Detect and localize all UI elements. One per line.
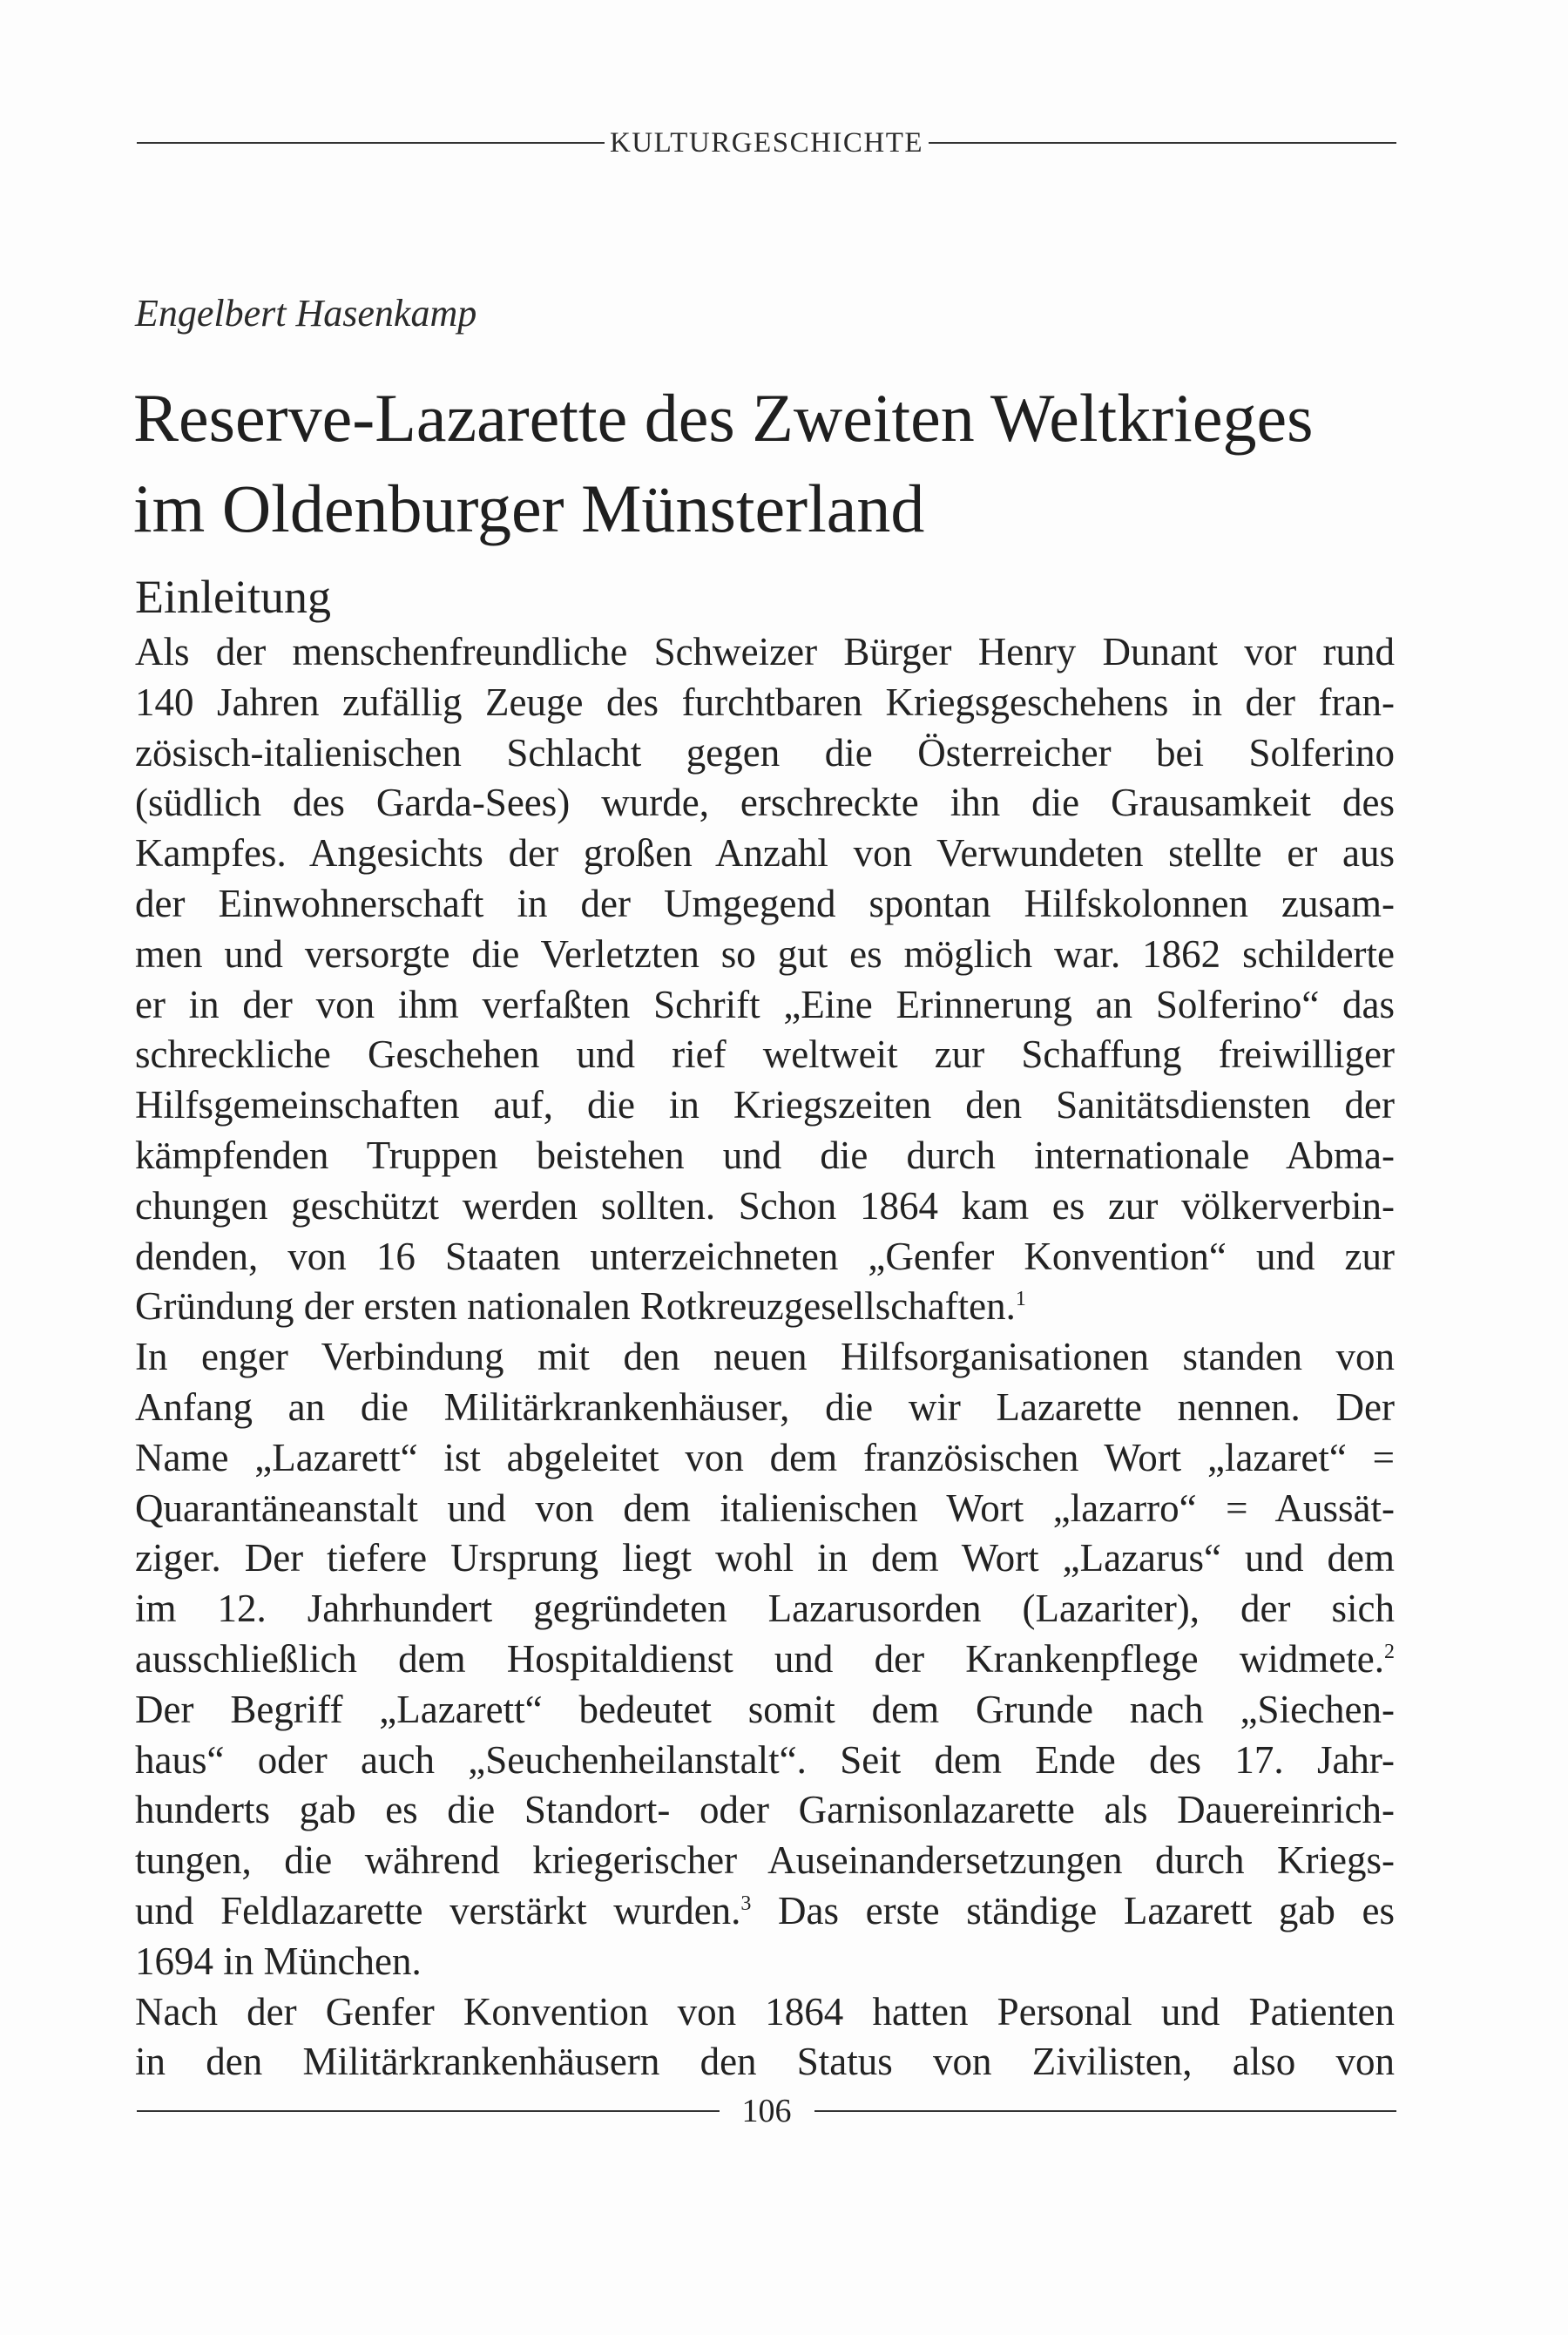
header-rule-right (929, 142, 1396, 144)
body-line: Hilfsgemeinschaften auf, die in Kriegszeiten den Sanitätsdiensten der (135, 1083, 1395, 1127)
body-line: tungen, die während kriegerischer Auseinandersetzungen durch Kriegs- (135, 1838, 1395, 1883)
body-line: (südlich des Garda-Sees) wurde, erschreckte ihn die Grausamkeit des (135, 781, 1395, 825)
running-header (137, 124, 1396, 162)
body-line: er in der von ihm verfaßten Schrift „Eine Erinnerung an Solferino“ das (135, 982, 1395, 1026)
body-line: der Einwohnerschaft in der Umgegend spontan Hilfskolonnen zusam- (135, 881, 1395, 925)
body-line: schreckliche Geschehen und rief weltweit zur Schaffung freiwilliger (135, 1032, 1395, 1077)
body-line: In enger Verbindung mit den neuen Hilfsorganisationen standen von (135, 1335, 1395, 1379)
title-line: Reserve-Lazarette des Zweiten Weltkrieges (133, 380, 1314, 456)
body-line-text: Das erste ständige Lazarett gab es (751, 1888, 1395, 1932)
body-line: Als der menschenfreundliche Schweizer Bürger Henry Dunant vor rund (135, 630, 1395, 673)
body-line: 1694 in München. (135, 1939, 422, 1983)
body-line: haus“ oder auch „Seuchenheilanstalt“. Seit dem Ende des 17. Jahr- (135, 1737, 1395, 1782)
page-footer (137, 2089, 1396, 2133)
footnote-marker[interactable]: 2 (1384, 1640, 1395, 1663)
body-line: zösisch-italienischen Schlacht gegen die Österreicher bei Solferino (135, 730, 1395, 775)
body-line: Der Begriff „Lazarett“ bedeutet somit dem Grunde nach „Siechen- (135, 1687, 1395, 1731)
body-line: im 12. Jahrhundert gegründeten Lazarusorden (Lazariter), der sich (135, 1587, 1395, 1631)
body-line: Kampfes. Angesichts der großen Anzahl von Verwundeten stellte er aus (135, 831, 1395, 876)
article-author: Engelbert Hasenkamp (135, 292, 477, 335)
body-line: Anfang an die Militärkrankenhäuser, die wir Lazarette nennen. Der (135, 1384, 1395, 1429)
body-line: Name „Lazarett“ ist abgeleitet von dem französischen Wort „lazaret“ = (135, 1435, 1395, 1479)
body-line: Quarantäneanstalt und von dem italienischen Wort „lazarro“ = Aussät- (135, 1486, 1395, 1530)
footer-rule-left (137, 2110, 720, 2112)
body-line-text: und Feldlazarette verstärkt wurden. (135, 1888, 741, 1932)
body-line-text: Gründung der ersten nationalen Rotkreuzgesellschaften. (135, 1284, 1016, 1329)
footnote-marker[interactable]: 1 (1015, 1288, 1026, 1311)
header-rule-left (137, 142, 605, 144)
article-body (135, 627, 1395, 2088)
body-line: ziger. Der tiefere Ursprung liegt wohl in dem Wort „Lazarus“ und dem (135, 1536, 1395, 1580)
body-line-with-footnote (135, 1886, 1395, 1937)
running-header-label: KULTURGESCHICHTE (609, 126, 924, 159)
body-line-text: ausschließlich dem Hospitaldienst und der Krankenpflege widmete. (135, 1636, 1384, 1681)
body-line: hunderts gab es die Standort- oder Garnisonlazarette als Dauereinrich- (135, 1788, 1395, 1832)
section-heading: Einleitung (135, 571, 331, 623)
body-line-with-footnote (135, 1634, 1395, 1685)
footer-rule-right (814, 2110, 1397, 2112)
body-line-with-footnote (135, 1282, 1395, 1332)
body-line: Nach der Genfer Konvention von 1864 hatten Personal und Patienten (135, 1989, 1395, 2034)
body-line: denden, von 16 Staaten unterzeichneten „Genfer Konvention“ und zur (135, 1234, 1395, 1278)
body-line: kämpfenden Truppen beistehen und die durch internationale Abma- (135, 1133, 1395, 1177)
page-number: 106 (741, 2093, 792, 2129)
article-title (133, 373, 1405, 554)
footnote-marker[interactable]: 3 (740, 1892, 752, 1915)
body-line: 140 Jahren zufällig Zeuge des furchtbaren Kriegsgeschehens in der fran- (135, 680, 1395, 724)
body-line: in den Militärkrankenhäusern den Status von Zivilisten, also von (135, 2040, 1395, 2084)
body-line: men und versorgte die Verletzten so gut es möglich war. 1862 schilderte (135, 931, 1395, 976)
title-line: im Oldenburger Münsterland (133, 470, 925, 546)
body-line: chungen geschützt werden sollten. Schon 1864 kam es zur völkerverbin- (135, 1183, 1395, 1228)
